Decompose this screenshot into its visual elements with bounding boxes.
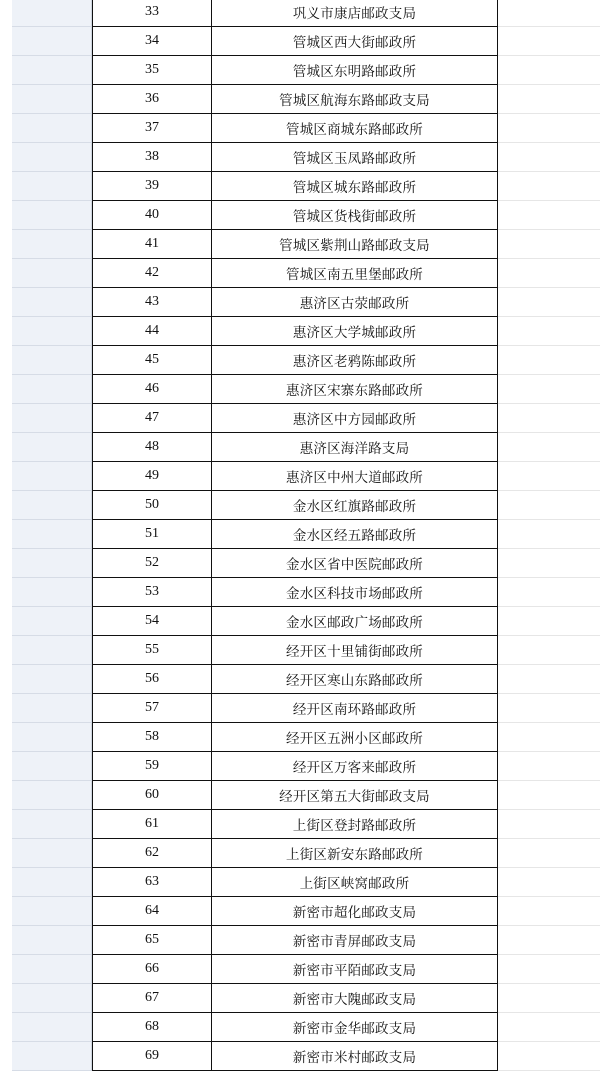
row-number-cell[interactable]: 36 <box>92 85 212 114</box>
row-header-cell[interactable] <box>12 375 92 404</box>
row-number-cell[interactable]: 55 <box>92 636 212 665</box>
row-number-cell[interactable]: 34 <box>92 27 212 56</box>
empty-grid-cell[interactable] <box>498 723 600 752</box>
table-row <box>0 143 600 172</box>
table-row <box>0 665 600 694</box>
row-header-cell[interactable] <box>12 201 92 230</box>
row-number-cell[interactable]: 42 <box>92 259 212 288</box>
row-header-cell[interactable] <box>12 636 92 665</box>
empty-grid-cell[interactable] <box>498 868 600 897</box>
row-number-cell[interactable]: 52 <box>92 549 212 578</box>
table-row <box>0 520 600 549</box>
empty-grid-cell[interactable] <box>498 0 600 27</box>
row-header-cell[interactable] <box>12 955 92 984</box>
row-number-cell[interactable]: 43 <box>92 288 212 317</box>
table-row <box>0 56 600 85</box>
row-number-cell[interactable]: 59 <box>92 752 212 781</box>
row-header-cell[interactable] <box>12 607 92 636</box>
table-row <box>0 1013 600 1042</box>
row-number-cell[interactable]: 49 <box>92 462 212 491</box>
table-row <box>0 955 600 984</box>
empty-grid-cell[interactable] <box>498 433 600 462</box>
post-office-name-cell[interactable]: 金水区科技市场邮政所 <box>212 578 498 607</box>
empty-grid-cell[interactable] <box>498 375 600 404</box>
table-row <box>0 897 600 926</box>
row-header-cell[interactable] <box>12 259 92 288</box>
empty-grid-cell[interactable] <box>498 1013 600 1042</box>
empty-grid-cell[interactable] <box>498 143 600 172</box>
row-header-cell[interactable] <box>12 317 92 346</box>
post-office-name-cell[interactable]: 巩义市康店邮政支局 <box>212 0 498 27</box>
row-header-cell[interactable] <box>12 85 92 114</box>
row-number-cell[interactable]: 65 <box>92 926 212 955</box>
row-number-cell[interactable]: 41 <box>92 230 212 259</box>
row-number-cell[interactable]: 58 <box>92 723 212 752</box>
post-office-name-cell[interactable]: 新密市青屏邮政支局 <box>212 926 498 955</box>
row-header-cell[interactable] <box>12 984 92 1013</box>
row-header-cell[interactable] <box>12 520 92 549</box>
row-number-cell[interactable]: 35 <box>92 56 212 85</box>
post-office-name-cell[interactable]: 新密市米村邮政支局 <box>212 1042 498 1071</box>
post-office-name-cell[interactable]: 新密市超化邮政支局 <box>212 897 498 926</box>
post-office-name-cell[interactable]: 管城区东明路邮政所 <box>212 56 498 85</box>
row-number-cell[interactable]: 44 <box>92 317 212 346</box>
table-row <box>0 491 600 520</box>
row-header-cell[interactable] <box>12 462 92 491</box>
table-row <box>0 259 600 288</box>
table-row <box>0 810 600 839</box>
post-office-name-cell[interactable]: 管城区玉凤路邮政所 <box>212 143 498 172</box>
row-header-cell[interactable] <box>12 433 92 462</box>
empty-grid-cell[interactable] <box>498 810 600 839</box>
row-number-cell[interactable]: 46 <box>92 375 212 404</box>
table-row <box>0 27 600 56</box>
table-row <box>0 404 600 433</box>
post-office-name-cell[interactable]: 惠济区古荥邮政所 <box>212 288 498 317</box>
table-row <box>0 636 600 665</box>
table-row <box>0 752 600 781</box>
row-header-cell[interactable] <box>12 810 92 839</box>
table-row <box>0 288 600 317</box>
row-number-cell[interactable]: 51 <box>92 520 212 549</box>
row-header-cell[interactable] <box>12 578 92 607</box>
table-row <box>0 462 600 491</box>
row-number-cell[interactable]: 67 <box>92 984 212 1013</box>
empty-grid-cell[interactable] <box>498 259 600 288</box>
row-header-cell[interactable] <box>12 230 92 259</box>
row-header-cell[interactable] <box>12 0 92 27</box>
table-row <box>0 0 600 27</box>
empty-grid-cell[interactable] <box>498 230 600 259</box>
table-row <box>0 201 600 230</box>
table-row <box>0 607 600 636</box>
table-row <box>0 172 600 201</box>
empty-grid-cell[interactable] <box>498 549 600 578</box>
empty-grid-cell[interactable] <box>498 665 600 694</box>
row-number-cell[interactable]: 66 <box>92 955 212 984</box>
empty-grid-cell[interactable] <box>498 462 600 491</box>
table-row <box>0 839 600 868</box>
row-header-cell[interactable] <box>12 143 92 172</box>
empty-grid-cell[interactable] <box>498 752 600 781</box>
table-row <box>0 549 600 578</box>
row-header-cell[interactable] <box>12 781 92 810</box>
row-number-cell[interactable]: 64 <box>92 897 212 926</box>
row-number-cell[interactable]: 40 <box>92 201 212 230</box>
row-number-cell[interactable]: 69 <box>92 1042 212 1071</box>
row-header-cell[interactable] <box>12 404 92 433</box>
table-row <box>0 85 600 114</box>
post-office-name-cell[interactable]: 管城区货栈街邮政所 <box>212 201 498 230</box>
empty-grid-cell[interactable] <box>498 636 600 665</box>
row-header-cell[interactable] <box>12 665 92 694</box>
post-office-name-cell[interactable]: 惠济区老鸦陈邮政所 <box>212 346 498 375</box>
empty-grid-cell[interactable] <box>498 56 600 85</box>
row-header-cell[interactable] <box>12 288 92 317</box>
empty-grid-cell[interactable] <box>498 491 600 520</box>
empty-grid-cell[interactable] <box>498 607 600 636</box>
row-header-cell[interactable] <box>12 752 92 781</box>
empty-grid-cell[interactable] <box>498 520 600 549</box>
row-number-cell[interactable]: 48 <box>92 433 212 462</box>
row-header-cell[interactable] <box>12 694 92 723</box>
row-number-cell[interactable]: 54 <box>92 607 212 636</box>
empty-grid-cell[interactable] <box>498 926 600 955</box>
table-row <box>0 230 600 259</box>
row-header-cell[interactable] <box>12 1013 92 1042</box>
empty-grid-cell[interactable] <box>498 897 600 926</box>
post-office-name-cell[interactable]: 经开区南环路邮政所 <box>212 694 498 723</box>
table-row <box>0 433 600 462</box>
empty-grid-cell[interactable] <box>498 85 600 114</box>
post-office-name-cell[interactable]: 管城区西大街邮政所 <box>212 27 498 56</box>
empty-grid-cell[interactable] <box>498 955 600 984</box>
row-header-cell[interactable] <box>12 346 92 375</box>
post-office-name-cell[interactable]: 管城区城东路邮政所 <box>212 172 498 201</box>
row-number-cell[interactable]: 56 <box>92 665 212 694</box>
table-row <box>0 578 600 607</box>
table-row <box>0 694 600 723</box>
row-number-cell[interactable]: 57 <box>92 694 212 723</box>
row-number-cell[interactable]: 39 <box>92 172 212 201</box>
row-number-cell[interactable]: 63 <box>92 868 212 897</box>
post-office-name-cell[interactable]: 经开区第五大街邮政支局 <box>212 781 498 810</box>
post-office-name-cell[interactable]: 新密市大隗邮政支局 <box>212 984 498 1013</box>
row-number-cell[interactable]: 47 <box>92 404 212 433</box>
post-office-name-cell[interactable]: 金水区邮政广场邮政所 <box>212 607 498 636</box>
row-header-cell[interactable] <box>12 549 92 578</box>
post-office-name-cell[interactable]: 管城区紫荆山路邮政支局 <box>212 230 498 259</box>
empty-grid-cell[interactable] <box>498 404 600 433</box>
row-number-cell[interactable]: 37 <box>92 114 212 143</box>
row-header-cell[interactable] <box>12 27 92 56</box>
post-office-name-cell[interactable]: 经开区五洲小区邮政所 <box>212 723 498 752</box>
empty-grid-cell[interactable] <box>498 172 600 201</box>
post-office-name-cell[interactable]: 上街区登封路邮政所 <box>212 810 498 839</box>
row-header-cell[interactable] <box>12 723 92 752</box>
row-number-cell[interactable]: 38 <box>92 143 212 172</box>
row-number-cell[interactable]: 61 <box>92 810 212 839</box>
table-row <box>0 984 600 1013</box>
row-header-cell[interactable] <box>12 491 92 520</box>
post-office-name-cell[interactable]: 新密市金华邮政支局 <box>212 1013 498 1042</box>
post-office-name-cell[interactable]: 惠济区大学城邮政所 <box>212 317 498 346</box>
post-office-name-cell[interactable]: 惠济区中州大道邮政所 <box>212 462 498 491</box>
row-header-cell[interactable] <box>12 56 92 85</box>
row-number-cell[interactable]: 60 <box>92 781 212 810</box>
post-office-name-cell[interactable]: 金水区红旗路邮政所 <box>212 491 498 520</box>
row-header-cell[interactable] <box>12 172 92 201</box>
empty-grid-cell[interactable] <box>498 114 600 143</box>
empty-grid-cell[interactable] <box>498 578 600 607</box>
post-office-name-cell[interactable]: 惠济区宋寨东路邮政所 <box>212 375 498 404</box>
post-office-name-cell[interactable]: 新密市平陌邮政支局 <box>212 955 498 984</box>
empty-grid-cell[interactable] <box>498 694 600 723</box>
post-office-name-cell[interactable]: 管城区商城东路邮政所 <box>212 114 498 143</box>
empty-grid-cell[interactable] <box>498 346 600 375</box>
post-office-name-cell[interactable]: 惠济区海洋路支局 <box>212 433 498 462</box>
table-row <box>0 868 600 897</box>
empty-grid-cell[interactable] <box>498 317 600 346</box>
table-row <box>0 723 600 752</box>
empty-grid-cell[interactable] <box>498 201 600 230</box>
post-office-name-cell[interactable]: 经开区寒山东路邮政所 <box>212 665 498 694</box>
table-row <box>0 375 600 404</box>
empty-grid-cell[interactable] <box>498 781 600 810</box>
post-office-name-cell[interactable]: 经开区十里铺街邮政所 <box>212 636 498 665</box>
post-office-name-cell[interactable]: 管城区航海东路邮政支局 <box>212 85 498 114</box>
table-row <box>0 781 600 810</box>
post-office-name-cell[interactable]: 管城区南五里堡邮政所 <box>212 259 498 288</box>
empty-grid-cell[interactable] <box>498 288 600 317</box>
post-office-name-cell[interactable]: 金水区省中医院邮政所 <box>212 549 498 578</box>
row-number-cell[interactable]: 68 <box>92 1013 212 1042</box>
row-number-cell[interactable]: 50 <box>92 491 212 520</box>
post-office-name-cell[interactable]: 惠济区中方园邮政所 <box>212 404 498 433</box>
row-number-cell[interactable]: 33 <box>92 0 212 27</box>
row-number-cell[interactable]: 45 <box>92 346 212 375</box>
row-header-cell[interactable] <box>12 868 92 897</box>
empty-grid-cell[interactable] <box>498 984 600 1013</box>
table-row <box>0 346 600 375</box>
table-row <box>0 317 600 346</box>
empty-grid-cell[interactable] <box>498 839 600 868</box>
table-row <box>0 926 600 955</box>
row-header-cell[interactable] <box>12 114 92 143</box>
post-office-name-cell[interactable]: 金水区经五路邮政所 <box>212 520 498 549</box>
row-header-cell[interactable] <box>12 897 92 926</box>
row-header-cell[interactable] <box>12 926 92 955</box>
table-row <box>0 114 600 143</box>
post-office-name-cell[interactable]: 上街区新安东路邮政所 <box>212 839 498 868</box>
empty-grid-cell[interactable] <box>498 27 600 56</box>
post-office-name-cell[interactable]: 经开区万客来邮政所 <box>212 752 498 781</box>
row-number-cell[interactable]: 53 <box>92 578 212 607</box>
row-number-cell[interactable]: 62 <box>92 839 212 868</box>
row-header-cell[interactable] <box>12 839 92 868</box>
post-office-name-cell[interactable]: 上街区峡窝邮政所 <box>212 868 498 897</box>
